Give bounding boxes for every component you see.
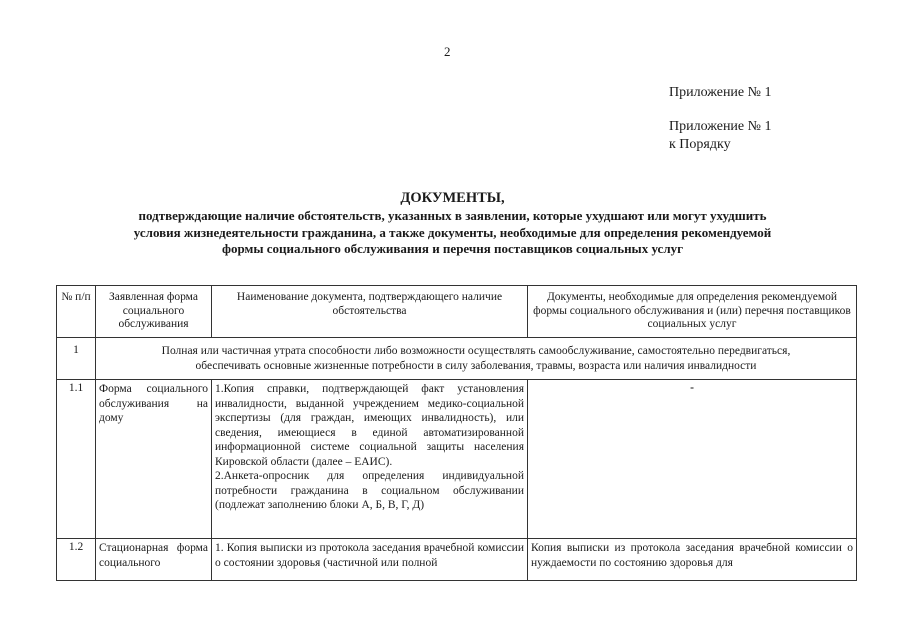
table-row: [57, 539, 857, 581]
group-num: 1: [57, 338, 96, 380]
appendix-header: Приложение № 1: [669, 85, 772, 100]
header-num: № п/п: [57, 286, 96, 338]
table-row: [57, 380, 857, 539]
group-row: [57, 338, 857, 380]
row-num: 1.1: [57, 380, 96, 539]
header-form: Заявленная форма социального обслуживания: [96, 286, 212, 338]
row-form: Стационарная форма социального: [96, 539, 212, 581]
row-extra: [528, 380, 857, 539]
heading-subtitle-line: формы социального обслуживания и перечня поставщиков социальных услуг: [221, 241, 684, 256]
heading-subtitle-line: подтверждающие наличие обстоятельств, указанных в заявлении, которые ухудшают или могут ухудшить: [138, 208, 767, 223]
group-text-line: Полная или частичная утрата способности либо возможности осуществлять самообслуживание, самостоятельно передвигаться,: [161, 345, 791, 357]
header-required-docs: Документы, необходимые для определения рекомендуемой формы социального обслуживания и (или) перечня поставщиков социальных услуг: [528, 286, 857, 338]
row-docs: [212, 539, 528, 581]
heading-subtitle-line: условия жизнедеятельности гражданина, а также документы, необходимые для определения рекомендуемой: [133, 224, 772, 240]
group-cell: [96, 338, 857, 380]
document-heading: [60, 188, 845, 258]
heading-title: ДОКУМЕНТЫ,: [400, 190, 505, 206]
table-header-row: [57, 286, 857, 338]
page-number: 2: [444, 44, 451, 59]
header-document: Наименование документа, подтверждающего наличие обстоятельства: [212, 286, 528, 338]
appendix-line-1: Приложение № 1: [669, 119, 772, 134]
row-extra: Копия выписки из протокола заседания врачебной комиссии о нуждаемости по состоянию здоровья для: [528, 539, 857, 581]
row-form: Форма социального обслуживания на дому: [96, 380, 212, 539]
row-doc-item: 1. Копия выписки из протокола заседания врачебной комиссии о состоянии здоровья (частичной или полной: [215, 542, 524, 569]
appendix-block: [669, 118, 772, 154]
group-text-line: обеспечивать основные жизненные потребности в силу заболевания, травмы, возраста или наличия инвалидности: [195, 360, 757, 372]
row-docs: [212, 380, 528, 539]
appendix-line-2: к Порядку: [669, 137, 731, 152]
row-num: 1.2: [57, 539, 96, 581]
row-extra-dash: -: [690, 382, 694, 394]
row-doc-item: 1.Копия справки, подтверждающей факт установления инвалидности, выданной учреждением медико-социальной экспертизы (для граждан, имеющих инвалидность), или сведения, имеющиеся в единой автоматизированной информационной системе социальной защиты населения Кировской области (далее – ЕАИС).: [215, 383, 524, 468]
documents-table: [56, 285, 857, 581]
row-doc-item: 2.Анкета-опросник для определения индивидуальной потребности гражданина в социальном обслуживании (подлежат заполнению блоки А, Б, В, Г, Д): [215, 470, 524, 511]
